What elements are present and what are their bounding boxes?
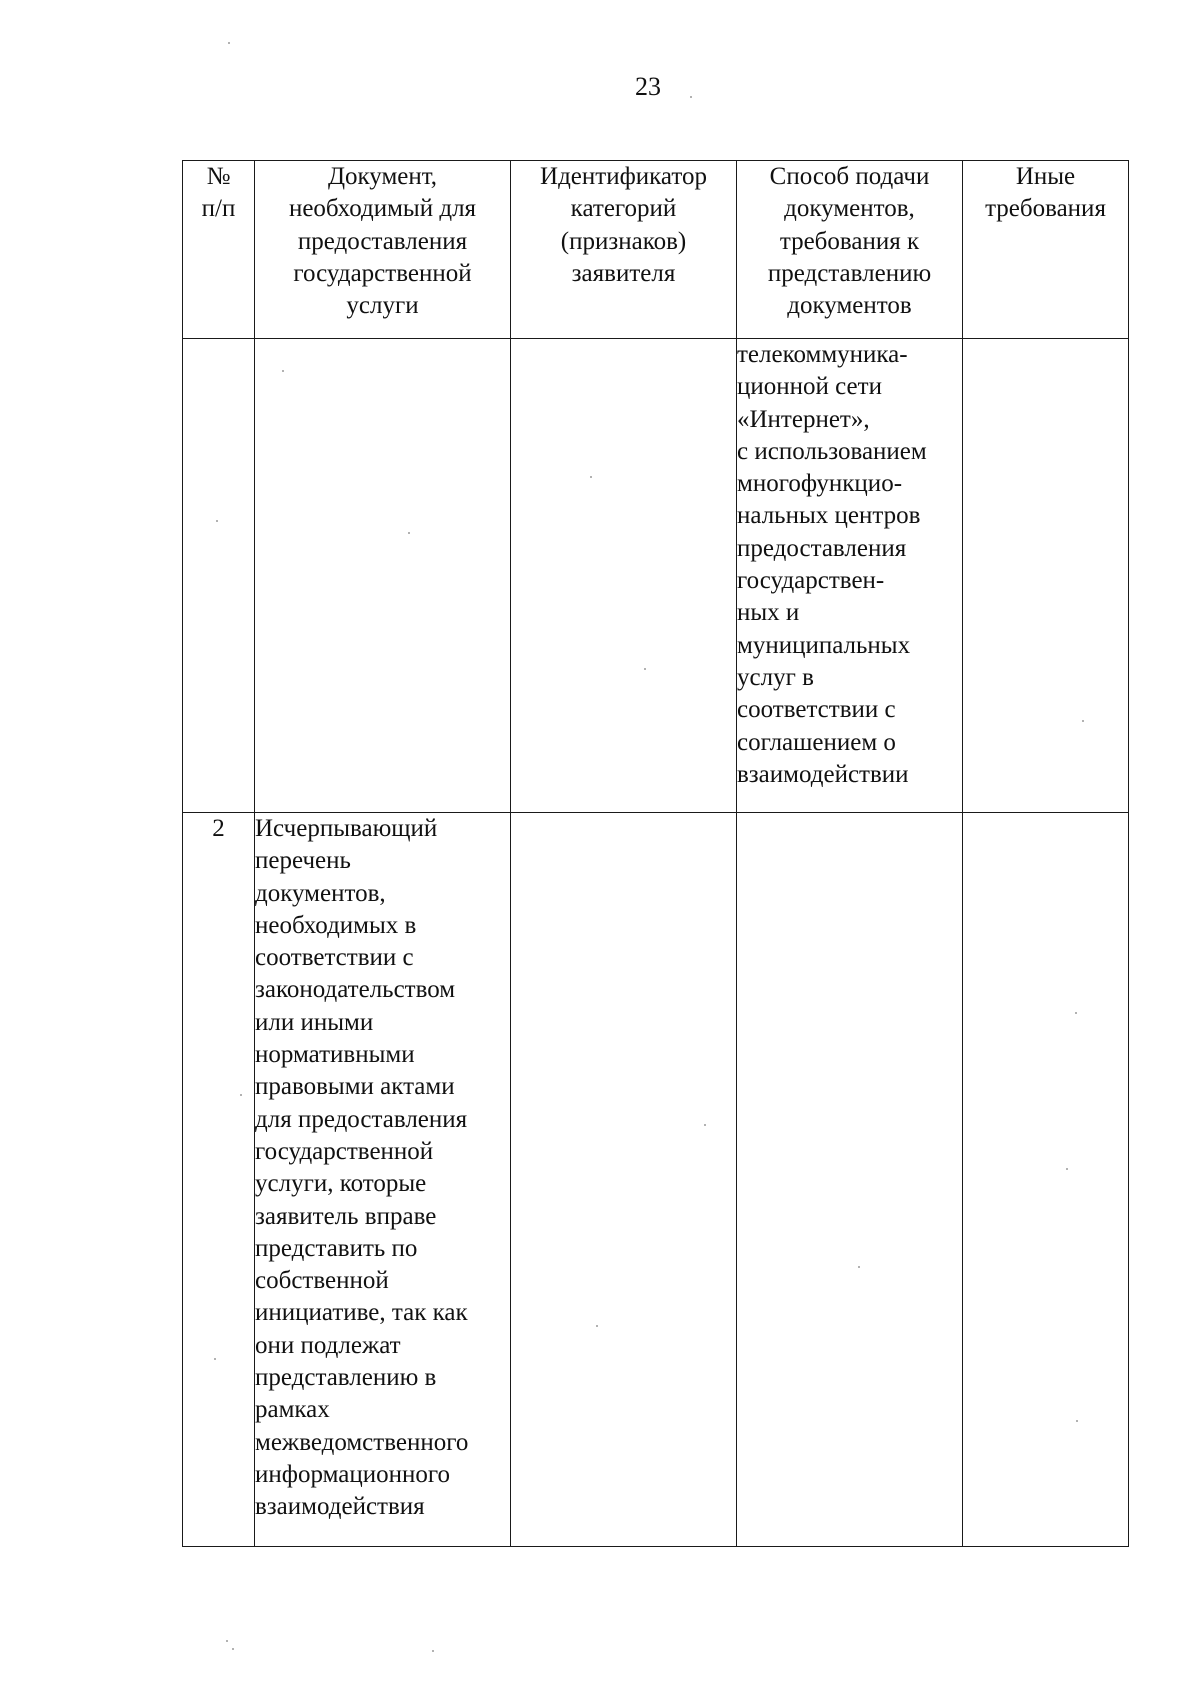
header-method: Способ подачи документов, требования к представлению документов <box>737 161 963 339</box>
cell-num <box>183 339 255 813</box>
header-identifier: Идентификатор категорий (признаков) заявителя <box>511 161 737 339</box>
table-row <box>183 339 1129 813</box>
table-header-row <box>183 161 1129 339</box>
cell-other <box>963 339 1129 813</box>
cell-method <box>737 813 963 1547</box>
documents-table <box>182 160 1129 1547</box>
cell-identifier <box>511 813 737 1547</box>
table-row <box>183 813 1129 1547</box>
cell-num: 2 <box>183 813 255 1547</box>
page-number: 23 <box>635 72 661 101</box>
cell-document: Исчерпывающий перечень документов, необходимых в соответствии с законодательством или иными нормативными правовыми актами для предоставления государственной услуги, которые заявитель вправе представить по собственной инициативе, так как они подлежат представлению в рамках межведомственного информационного взаимодействия <box>255 813 511 1547</box>
cell-identifier <box>511 339 737 813</box>
cell-other <box>963 813 1129 1547</box>
header-other: Иные требования <box>963 161 1129 339</box>
header-num: № п/п <box>183 161 255 339</box>
cell-document <box>255 339 511 813</box>
cell-method: телекоммуника- ционной сети «Интернет», с использованием многофункцио- нальных центров предоставления государствен- ных и муниципальных услуг в соответствии с соглашением о взаимодействии <box>737 339 963 813</box>
header-document: Документ, необходимый для предоставления государственной услуги <box>255 161 511 339</box>
